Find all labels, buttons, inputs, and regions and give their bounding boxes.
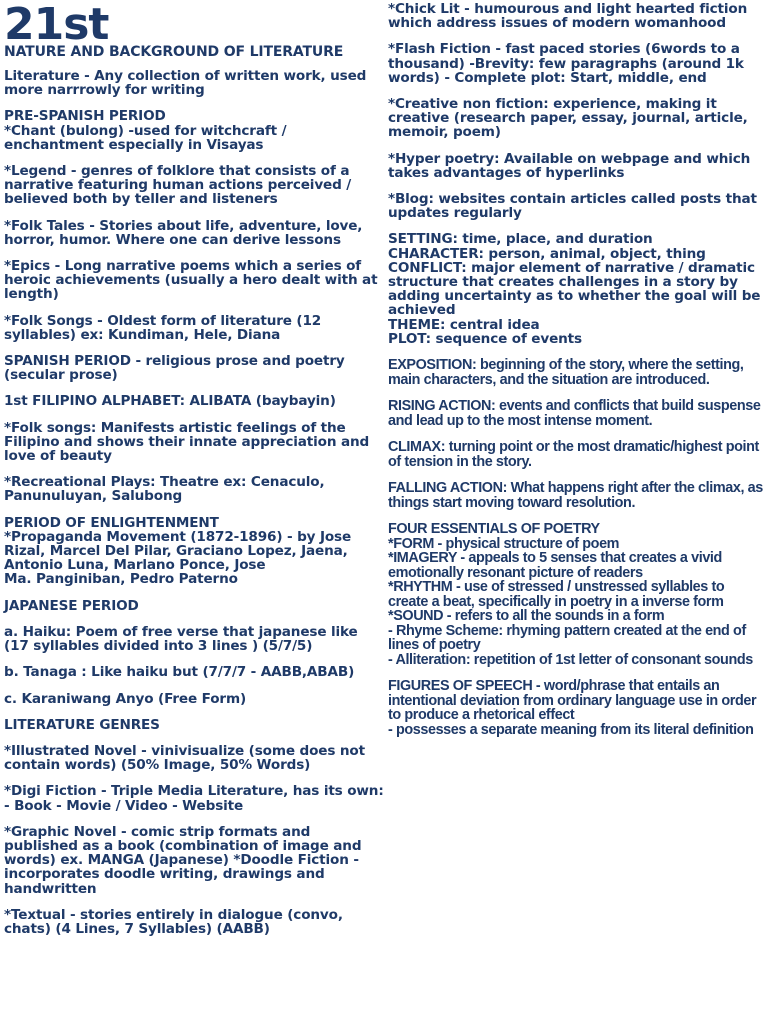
note-hyper-poetry: *Hyper poetry: Available on webpage and which takes advantages of hyperlinks (388, 150, 751, 181)
note-flash-fiction: *Flash Fiction - fast paced stories (6words to a thousand) -Brevity: few paragraphs (around 1k words) - Complete plot: Start, middle, end (388, 41, 744, 86)
note-textual: *Textual - stories entirely in dialogue (convo, chats) (4 Lines, 7 Syllables) (AABB) (4, 906, 343, 937)
note-karaniwang-anyo: c. Karaniwang Anyo (Free Form) (4, 690, 247, 707)
page-title: 21st (4, 0, 109, 50)
note-creative-nonfiction: *Creative non fiction: experience, making it creative (research paper, essay, journal, article, memoir, poem) (388, 96, 748, 141)
note-digi-fiction: *Digi Fiction - Triple Media Literature, has its own: - Book - Movie / Video - Website (4, 783, 384, 814)
note-rising-action: RISING ACTION: events and conflicts that build suspense and lead up to the most intense moment. (388, 398, 761, 429)
note-four-essentials-poetry: FOUR ESSENTIALS OF POETRY *FORM - physical structure of poem *IMAGERY - appeals to 5 senses that creates a vivid emotionally resonant picture of readers *RHYTHM - use of stressed / unstressed syllables to create a beat, specifically in poetry in a inverse form *SOUND - refers to all the sounds in a form - Rhyme Scheme: rhyming pattern created at the end of lines of poetry - Alliteration: repetition of 1st letter of consonant sounds (388, 521, 753, 668)
left-column (4, 0, 386, 948)
note-illustrated-novel: *Illustrated Novel - vinivisualize (some does not contain words) (50% Image, 50% Words) (4, 742, 365, 774)
note-folk-songs-spanish: *Folk songs: Manifests artistic feelings of the Filipino and shows their innate appreciation and love of beauty (4, 419, 370, 465)
note-falling-action: FALLING ACTION: What happens right after the climax, as things start moving toward resolution. (388, 480, 763, 511)
note-epics: *Epics - Long narrative poems which a series of heroic achievements (usually a hero dealt with at length) (4, 258, 378, 303)
note-tanaga: b. Tanaga : Like haiku but (7/7/7 - AABB,ABAB) (4, 664, 355, 681)
note-folk-songs: *Folk Songs - Oldest form of literature (12 syllables) ex: Kundiman, Hele, Diana (4, 312, 322, 343)
note-recreational-plays: *Recreational Plays: Theatre ex: Cenaculo, Panunuluyan, Salubong (4, 474, 325, 505)
note-climax: CLIMAX: turning point or the most dramatic/highest point of tension in the story. (388, 439, 759, 470)
note-haiku: a. Haiku: Poem of free verse that japanese like (17 syllables divided into 3 lines ) (5/7/5) (4, 623, 358, 655)
note-story-elements: SETTING: time, place, and duration CHARACTER: person, animal, object, thing CONFLICT: major element of narrative / dramatic structure that creates challenges in a story by adding uncertainty as to whether the goal will be achieved THEME: central idea PLOT: sequence of events (388, 231, 761, 347)
note-japanese-period: JAPANESE PERIOD (4, 597, 139, 614)
note-spanish-period: SPANISH PERIOD - religious prose and poetry (secular prose) (4, 353, 345, 384)
note-blog: *Blog: websites contain articles called posts that updates regularly (388, 191, 757, 222)
note-literature-genres: LITERATURE GENRES (4, 716, 160, 733)
note-pre-spanish: PRE-SPANISH PERIOD *Chant (bulong) -used for witchcraft / enchantment especially in Visayas (4, 108, 287, 153)
note-chick-lit: *Chick Lit - humourous and light hearted fiction which address issues of modern womanhood (388, 1, 748, 32)
note-figures-of-speech: FIGURES OF SPEECH - word/phrase that entails an intentional deviation from ordinary language use in order to produce a rhetorical effect - possesses a separate meaning from its literal definition (388, 678, 757, 738)
note-folk-tales: *Folk Tales - Stories about life, adventure, love, horror, humor. Where one can derive lessons (4, 217, 363, 248)
right-column (388, 0, 766, 749)
note-graphic-novel: *Graphic Novel - comic strip formats and published as a book (combination of image and words) ex. MANGA (Japanese) *Doodle Fiction - incorporates doodle writing, drawings and handwritten (4, 823, 362, 897)
note-legend: *Legend - genres of folklore that consists of a narrative featuring human actions perceived / believed both by teller and listeners (4, 163, 352, 208)
note-literature: Literature - Any collection of written work, used more narrrowly for writing (4, 68, 367, 99)
note-exposition: EXPOSITION: beginning of the story, where the setting, main characters, and the situation are introduced. (388, 357, 744, 388)
note-enlightenment: PERIOD OF ENLIGHTENMENT *Propaganda Movement (1872-1896) - by Jose Rizal, Marcel Del Pilar, Graciano Lopez, Jaena, Antonio Luna, Marlano Ponce, Jose Ma. Panginiban, Pedro Paterno (4, 514, 352, 588)
page-subtitle: NATURE AND BACKGROUND OF LITERATURE (4, 44, 344, 60)
note-alphabet: 1st FILIPINO ALPHABET: ALIBATA (baybayin) (4, 393, 336, 410)
